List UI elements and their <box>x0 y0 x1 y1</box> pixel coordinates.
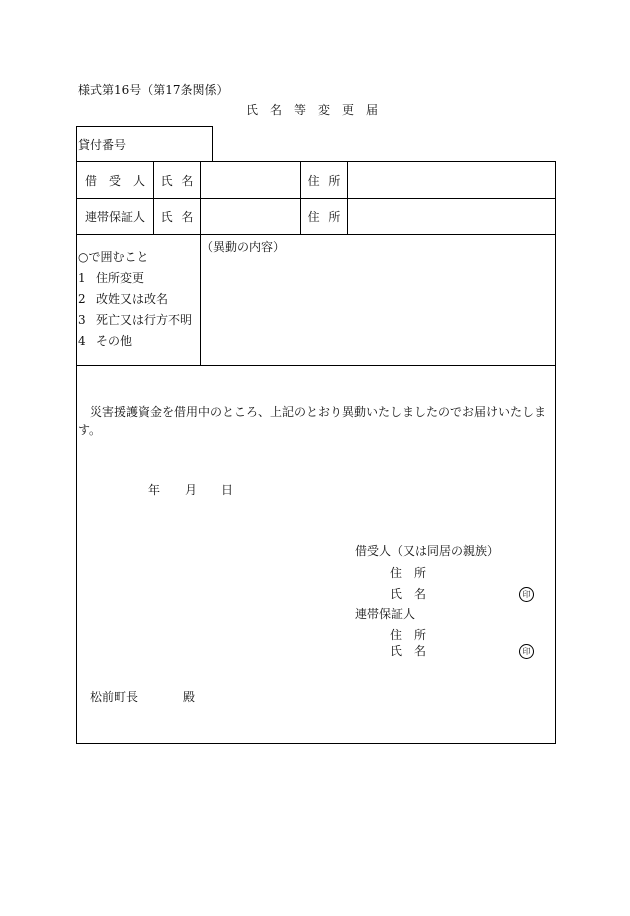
guarantor-label-text: 連帯保証人 <box>84 210 145 224</box>
change-details-label: （異動の内容） <box>201 240 286 254</box>
option-label: 改姓又は改名 <box>96 292 169 306</box>
borrower-address-label-text: 住 所 <box>307 173 341 188</box>
statement-section <box>77 366 555 743</box>
document-title: 氏 名 等 変 更 届 <box>246 103 379 117</box>
date-day: 日 <box>221 483 234 497</box>
loan-number-box <box>76 126 213 162</box>
option-death-missing[interactable] <box>78 310 200 331</box>
date-month: 月 <box>185 483 198 497</box>
borrower-signer-address-label: 住 所 <box>390 566 427 580</box>
borrower-name-label-text: 氏 名 <box>160 173 194 188</box>
addressee-name: 松前町長 <box>90 690 139 704</box>
option-name-change[interactable] <box>78 289 200 310</box>
option-label: その他 <box>96 334 133 348</box>
borrower-signer-title: 借受人（又は同居の親族） <box>355 544 500 558</box>
change-details-field[interactable] <box>201 235 555 366</box>
guarantor-signer-name-label: 氏 名 <box>390 644 427 658</box>
borrower-address-label <box>301 162 348 199</box>
loan-number-label: 貸付番号 <box>78 137 127 152</box>
change-type-options <box>77 235 201 366</box>
guarantor-address-label-text: 住 所 <box>307 210 341 224</box>
borrower-seal-mark: 印 <box>519 587 534 602</box>
borrower-row-label <box>77 162 154 199</box>
guarantor-address-field[interactable] <box>348 199 555 235</box>
option-number: 1 <box>78 271 86 285</box>
option-label: 住所変更 <box>96 271 145 285</box>
option-number: 4 <box>78 334 86 348</box>
form-number: 様式第16号（第17条関係） <box>78 83 229 97</box>
borrower-signer-name-label: 氏 名 <box>390 587 427 601</box>
statement-text: 災害援護資金を借用中のところ、上記のとおり異動いたしましたのでお届けいたします。 <box>78 405 547 437</box>
guarantor-signer-address-label: 住 所 <box>390 628 427 642</box>
option-number: 3 <box>78 313 86 327</box>
addressee-honorific: 殿 <box>183 690 196 704</box>
option-address-change[interactable] <box>78 268 200 289</box>
date-year: 年 <box>148 483 161 497</box>
guarantor-name-label-text: 氏 名 <box>160 210 194 224</box>
borrower-name-field[interactable] <box>201 162 301 199</box>
borrower-address-field[interactable] <box>348 162 555 199</box>
guarantor-name-field[interactable] <box>201 199 301 235</box>
guarantor-row-label <box>77 199 154 235</box>
option-number: 2 <box>78 292 86 306</box>
option-other[interactable] <box>78 331 200 352</box>
change-form-table <box>76 161 556 744</box>
guarantor-seal-mark: 印 <box>519 644 534 659</box>
borrower-label-text: 借 受 人 <box>84 173 145 188</box>
option-label: 死亡又は行方不明 <box>96 313 193 327</box>
guarantor-signer-title: 連帯保証人 <box>355 607 416 621</box>
guarantor-address-label <box>301 199 348 235</box>
guarantor-name-label <box>154 199 201 235</box>
change-instruction: ○で囲むこと <box>78 250 149 264</box>
borrower-name-label <box>154 162 201 199</box>
